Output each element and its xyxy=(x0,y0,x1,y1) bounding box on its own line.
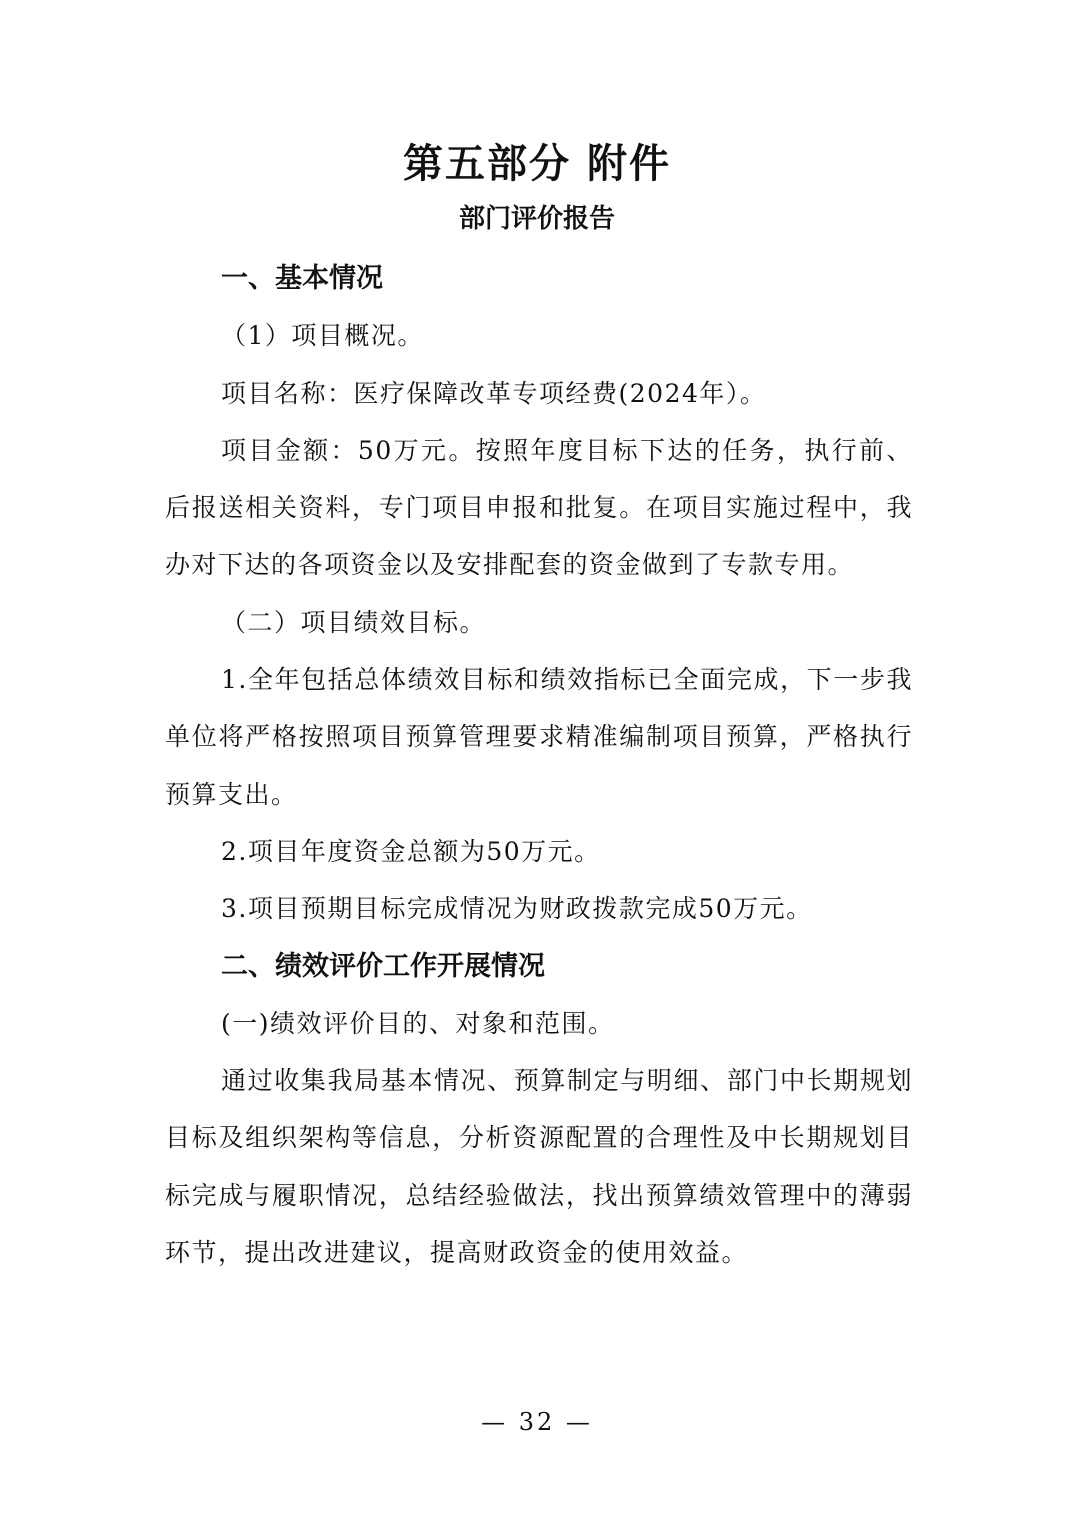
paragraph-project-name: 项目名称：医疗保障改革专项经费(2024年）。 xyxy=(221,378,767,408)
document-body xyxy=(165,250,913,1281)
paragraph-goal-2: 2.项目年度资金总额为50万元。 xyxy=(221,836,601,866)
paragraph-evaluation-detail: 通过收集我局基本情况、预算制定与明细、部门中长期规划目标及组织架构等信息，分析资源配置的合理性及中长期规划目标完成与履职情况，总结经验做法，找出预算绩效管理中的薄弱环节，提出改进建议，提高财政资金的使用效益。 xyxy=(165,1066,913,1268)
paragraph-goal-3: 3.项目预期目标完成情况为财政拨款完成50万元。 xyxy=(221,894,813,924)
paragraph-performance-goals: （二）项目绩效目标。 xyxy=(221,607,487,637)
page-subtitle: 部门评价报告 xyxy=(458,204,615,234)
page-number: — 32 — xyxy=(481,1408,593,1436)
section-heading-basic-info: 一、基本情况 xyxy=(221,263,383,294)
paragraph-project-amount: 项目金额：50万元。按照年度目标下达的任务，执行前、后报送相关资料，专门项目申报和批复。在项目实施过程中，我办对下达的各项资金以及安排配套的资金做到了专款专用。 xyxy=(165,435,913,580)
paragraph-goal-1: 1.全年包括总体绩效目标和绩效指标已全面完成，下一步我单位将严格按照项目预算管理要求精准编制项目预算，严格执行预算支出。 xyxy=(165,665,913,809)
section-heading-evaluation: 二、绩效评价工作开展情况 xyxy=(221,950,545,982)
paragraph-project-overview: （1）项目概况。 xyxy=(221,321,424,351)
paragraph-evaluation-purpose: (一)绩效评价目的、对象和范围。 xyxy=(221,1008,615,1038)
page-title: 第五部分 附件 xyxy=(403,141,671,187)
